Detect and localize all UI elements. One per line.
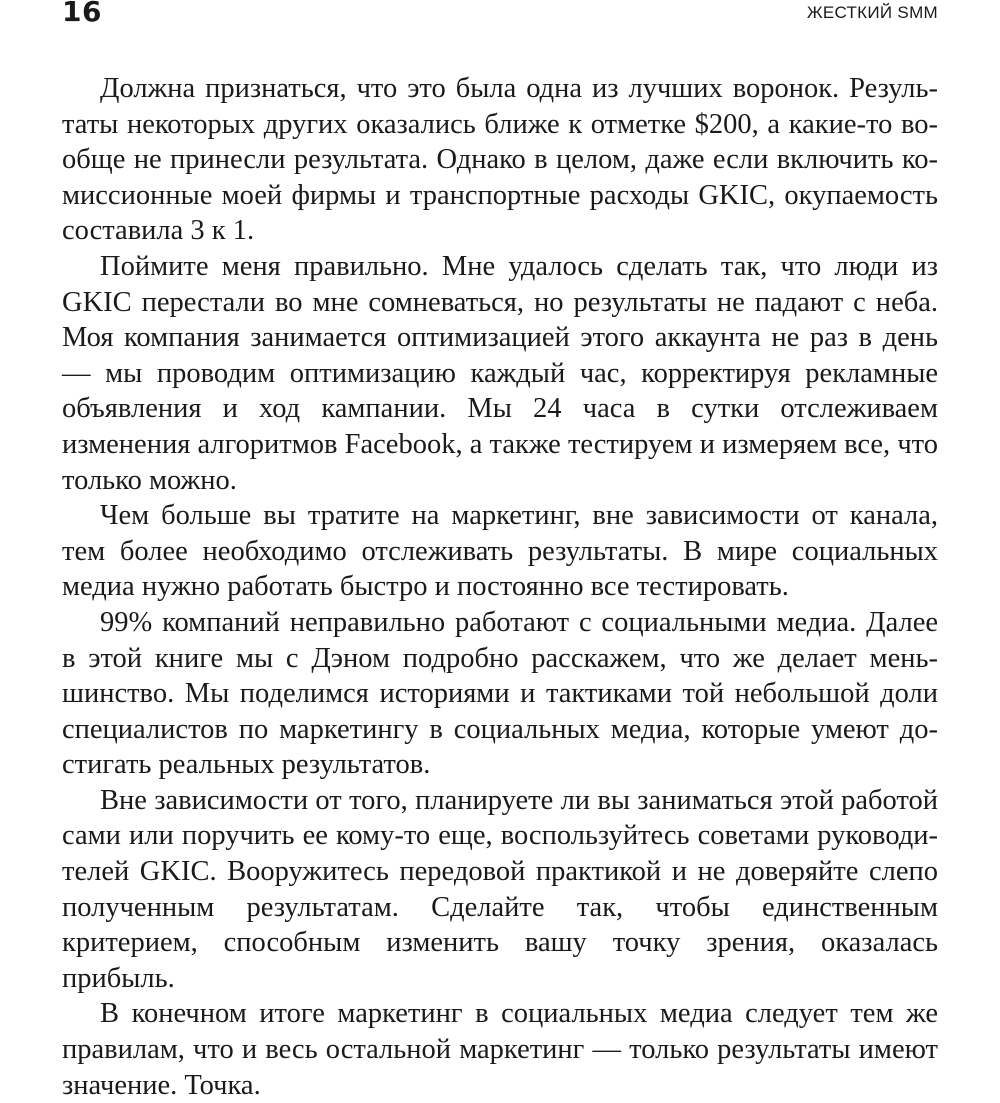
paragraph: Поймите меня правильно. Мне удалось сделать так, что люди из GKIC перестали во мне сомневаться, но результаты не падают с неба. Моя компания занимается оптимизацией этого аккаунта не раз в день — мы проводим оптимизацию каждый час, корректируя рекламные объявления и ход кампании. Мы 24 часа в сутки отслеживаем изменения алгоритмов Facebook, а также тестируем и измеряем все, что только можно. <box>62 250 938 496</box>
body-text <box>62 71 938 1103</box>
page-header <box>0 0 1000 32</box>
paragraph: Должна признаться, что это была одна из лучших воронок. Результаты некоторых других оказались ближе к отметке $200, а какие-то вообще не принесли результата. Однако в целом, даже если включить комиссионные моей фирмы и транспортные расходы GKIC, окупаемость составила 3 к 1. <box>62 73 938 247</box>
paragraph: 99% компаний неправильно работают с социальными медиа. Далее в этой книге мы с Дэном подробно расскажем, что же делает меньшинство. Мы поделимся историями и тактиками той небольшой доли специалистов по маркетингу в социальных медиа, которые умеют достигать реальных результатов. <box>62 606 938 781</box>
paragraph: Вне зависимости от того, планируете ли вы заниматься этой работой сами или поручить ее кому-то еще, воспользуйтесь советами руководителей GKIC. Вооружитесь передовой практикой и не доверяйте слепо полученным результатам. Сделайте так, чтобы единственным критерием, способным изменить вашу точку зрения, оказалась прибыль. <box>62 784 938 994</box>
running-title: ЖЕСТКИЙ SMM <box>806 3 938 22</box>
page-number: 16 <box>62 0 102 28</box>
paragraph: Чем больше вы тратите на маркетинг, вне зависимости от канала, тем более необходимо отслеживать результаты. В мире социальных медиа нужно работать быстро и постоянно все тестировать. <box>62 500 938 603</box>
paragraph: В конечном итоге маркетинг в социальных медиа следует тем же правилам, что и весь остальной маркетинг — только результаты имеют значение. Точка. <box>62 998 938 1101</box>
